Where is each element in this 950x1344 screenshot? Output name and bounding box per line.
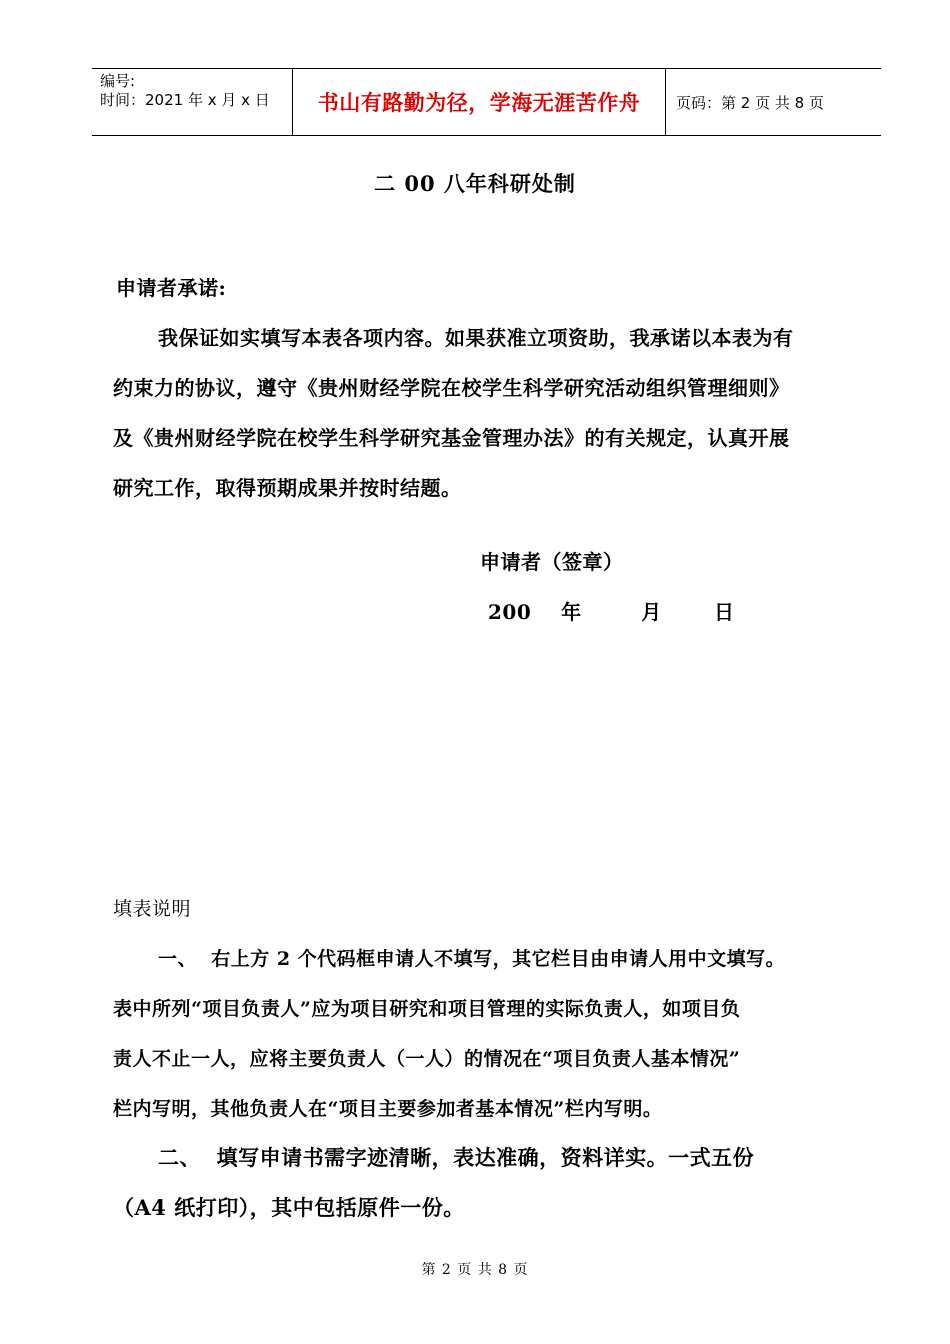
instruction-line: 责人不止一人，应将主要负责人（一人）的情况在“项目负责人基本情况” <box>113 1048 741 1070</box>
commitment-line: 约束力的协议，遵守《贵州财经学院在校学生科学研究活动组织管理细则》 <box>113 376 790 400</box>
motto-text: 书山有路勤为径，学海无涯苦作舟 <box>317 90 641 115</box>
time-label: 时间：2021 年 x 月 x 日 <box>100 91 270 109</box>
commitment-line: 我保证如实填写本表各项内容。如果获准立项资助，我承诺以本表为有 <box>158 326 794 350</box>
instruction-line: 表中所列“项目负责人”应为项目研究和项目管理的实际负责人，如项目负 <box>113 998 741 1020</box>
document-title: 二 00 八年科研处制 <box>374 171 576 196</box>
header-motto-cell <box>293 69 666 135</box>
commitment-line: 研究工作，取得预期成果并按时结题。 <box>113 476 462 500</box>
page-header <box>92 68 881 136</box>
page-number-label: 页码：第 2 页 共 8 页 <box>676 93 824 112</box>
commitment-line: 及《贵州财经学院在校学生科学研究基金管理办法》的有关规定，认真开展 <box>113 426 790 450</box>
header-page-cell <box>666 69 881 135</box>
instruction-line: 栏内写明，其他负责人在“项目主要参加者基本情况”栏内写明。 <box>113 1098 663 1120</box>
signature-label: 申请者（签章） <box>480 550 624 574</box>
serial-number-label: 编号: <box>100 72 136 90</box>
instructions-heading: 填表说明 <box>113 898 192 920</box>
instruction-line: 一、 右上方 2 个代码框申请人不填写，其它栏目由申请人用中文填写。 <box>158 948 786 970</box>
instruction-line: （A4 纸打印），其中包括原件一份。 <box>113 1195 465 1220</box>
header-meta-cell <box>92 69 293 135</box>
commitment-heading: 申请者承诺: <box>116 276 227 300</box>
page-footer: 第 2 页 共 8 页 <box>421 1262 529 1278</box>
instruction-line: 二、 填写申请书需字迹清晰，表达准确，资料详实。一式五份 <box>158 1145 755 1170</box>
signature-date: 200 年 月 日 <box>488 600 735 624</box>
